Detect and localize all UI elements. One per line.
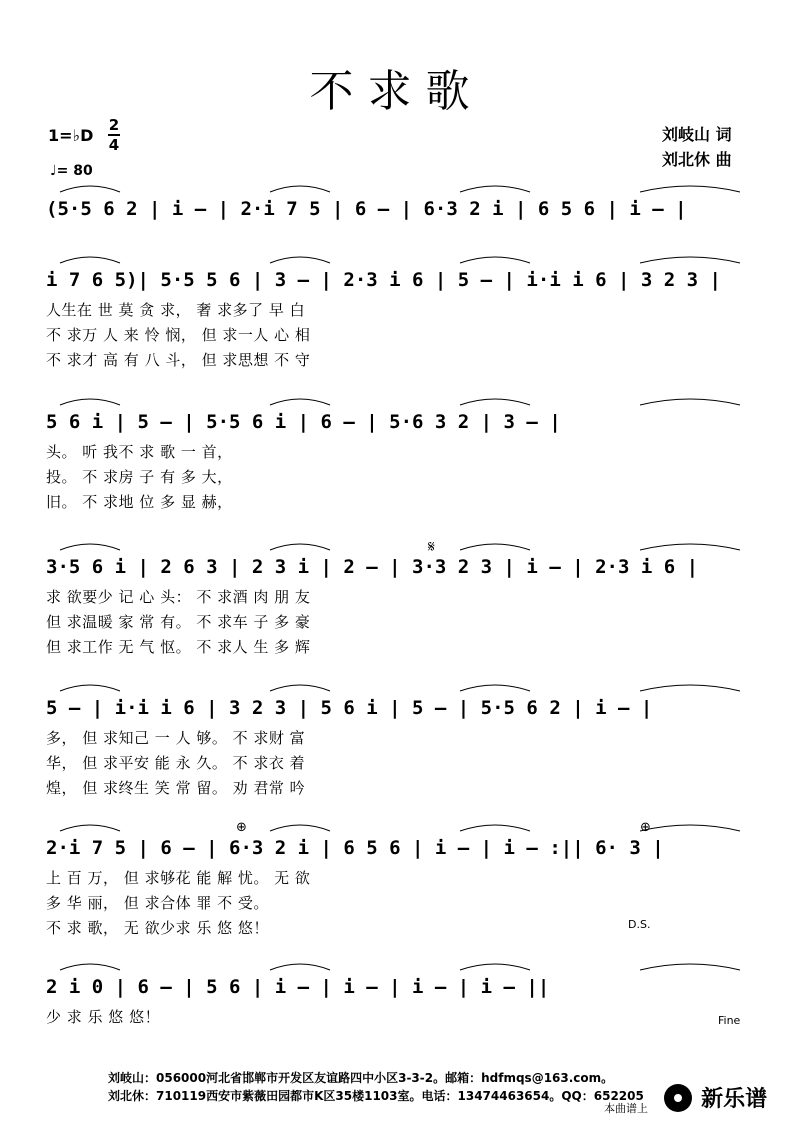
- lyric-line-6-1: 上 百 万， 但 求够花 能 解 忧。 无 欲: [46, 869, 311, 887]
- lyric-line-6-3: 不 求 歌， 无 欲少求 乐 悠 悠！: [46, 919, 269, 937]
- slur-4-3: [460, 544, 530, 550]
- slur-3-1: [60, 399, 120, 405]
- slur-4-2: [270, 544, 330, 550]
- slur-7-1: [60, 964, 120, 970]
- lyric-line-4-2: 但 求温暖 家 常 有。 不 求车 子 多 豪: [46, 613, 311, 631]
- slur-3-2: [270, 399, 330, 405]
- lyric-line-4-3: 但 求工作 无 气 怄。 不 求人 生 多 辉: [46, 638, 311, 656]
- slur-1-2: [270, 186, 330, 192]
- slur-4-1: [60, 544, 120, 550]
- notes-line-2: i 7 6 5)| 5·5 5 6 | 3 – | 2·3 i 6 | 5 – | i·i i 6 | 3 2 3 |: [46, 269, 721, 291]
- lyric-line-2-1: 人生在 世 莫 贪 求， 奢 求多了 早 白: [46, 301, 306, 319]
- lyric-line-5-2: 华， 但 求平安 能 永 久。 不 求衣 着: [46, 754, 306, 772]
- segno-icon: 𝄋: [428, 537, 435, 556]
- slur-4-4: [640, 544, 740, 550]
- page-title: 不求歌: [309, 66, 484, 117]
- lyric-line-7-1: 少 求 乐 悠 悠！: [46, 1008, 161, 1026]
- slur-3-3: [460, 399, 530, 405]
- slur-2-1: [60, 257, 120, 263]
- brand-logo: [664, 1082, 784, 1114]
- slur-2-2: [270, 257, 330, 263]
- slur-2-3: [460, 257, 530, 263]
- time-denominator: 4: [108, 136, 120, 154]
- slur-5-1: [60, 685, 120, 691]
- slur-7-2: [270, 964, 330, 970]
- coda-icon: ⊕: [236, 820, 247, 835]
- slur-6-1: [60, 825, 120, 831]
- slur-3-4: [640, 399, 740, 405]
- lyricist-credit: 刘岐山 词: [662, 125, 732, 144]
- slur-1-3: [460, 186, 530, 192]
- slur-1-1: [60, 186, 120, 192]
- slur-7-3: [460, 964, 530, 970]
- lyric-line-6-2: 多 华 丽， 但 求合体 罪 不 受。: [46, 894, 269, 912]
- lyric-line-5-3: 煌， 但 求终生 笑 常 留。 劝 君常 吟: [46, 779, 306, 797]
- lyric-line-3-1: 头。 听 我不 求 歌 一 首，: [46, 443, 233, 461]
- notes-line-5: 5 – | i·i i 6 | 3 2 3 | 5 6 i | 5 – | 5·5 6 2 | i – |: [46, 697, 653, 719]
- tempo-marking: ♩= 80: [50, 163, 93, 179]
- coda-icon-2: ⊕: [640, 820, 651, 835]
- footer-composer-contact: 刘北休：710119西安市紫薇田园都市K区35楼1103室。电话：13474463654。QQ：652205: [108, 1089, 644, 1103]
- slur-6-4: [640, 825, 740, 831]
- record-icon: [664, 1084, 692, 1112]
- lyric-line-4-1: 求 欲要少 记 心 头： 不 求酒 肉 朋 友: [46, 588, 311, 606]
- composer-credit: 刘北休 曲: [662, 150, 732, 169]
- notes-line-3: 5 6 i | 5 – | 5·5 6 i | 6 – | 5·6 3 2 | 3 – |: [46, 411, 561, 433]
- lyric-line-2-2: 不 求万 人 来 怜 悯， 但 求一人 心 相: [46, 326, 311, 344]
- ds-mark: D.S.: [628, 918, 651, 931]
- slur-6-2: [270, 825, 330, 831]
- slur-5-2: [270, 685, 330, 691]
- key-text: 1=♭D: [48, 126, 94, 145]
- notes-line-4: 3·5 6 i | 2 6 3 | 2 3 i | 2 – | 3·3 2 3 | i – | 2·3 i 6 |: [46, 556, 699, 578]
- notes-line-7: 2 i 0 | 6 – | 5 6 | i – | i – | i – | i – ||: [46, 976, 550, 998]
- lyric-line-5-1: 多， 但 求知己 一 人 够。 不 求财 富: [46, 729, 306, 747]
- slur-1-4: [640, 186, 740, 192]
- upload-note: 本曲谱上: [604, 1102, 648, 1115]
- fine-mark: Fine: [718, 1014, 741, 1027]
- slur-5-3: [460, 685, 530, 691]
- footer-lyricist-contact: 刘岐山：056000河北省邯郸市开发区友谊路四中小区3-3-2。邮箱：hdfmqs@163.com。: [108, 1071, 614, 1085]
- time-numerator: 2: [108, 116, 120, 134]
- lyric-line-3-3: 旧。 不 求地 位 多 显 赫，: [46, 493, 233, 511]
- notes-line-6: 2·i 7 5 | 6 – | 6·3 2 i | 6 5 6 | i – | i – :|| 6· 3 |: [46, 837, 664, 859]
- brand-name: 新乐谱: [701, 1087, 768, 1112]
- lyric-line-3-2: 投。 不 求房 子 有 多 大，: [46, 468, 233, 486]
- slur-6-3: [460, 825, 530, 831]
- notes-line-1: (5·5 6 2 | i – | 2·i 7 5 | 6 – | 6·3 2 i | 6 5 6 | i – |: [46, 198, 687, 220]
- slur-5-4: [640, 685, 740, 691]
- slur-7-4: [640, 964, 740, 970]
- lyric-line-2-3: 不 求才 高 有 八 斗， 但 求思想 不 守: [46, 351, 311, 369]
- slur-2-4: [640, 257, 740, 263]
